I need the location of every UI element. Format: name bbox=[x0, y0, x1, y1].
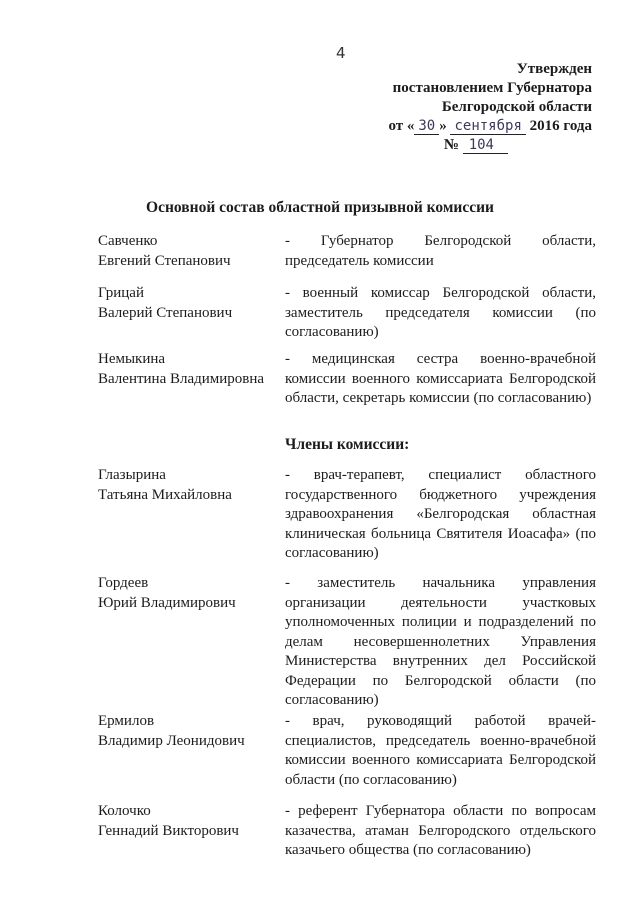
member-role: - врач, руководящий работой врачей-специалистов, председатель военно-врачебной комиссии военного комиссариата Белгородской области (по согласованию) bbox=[285, 713, 596, 788]
member-name bbox=[98, 232, 278, 271]
approval-date bbox=[360, 117, 592, 136]
member-given-names: Геннадий Викторович bbox=[98, 822, 239, 839]
member-name bbox=[98, 574, 278, 613]
approval-line-approved: Утвержден bbox=[516, 61, 592, 77]
member-given-names: Юрий Владимирович bbox=[98, 594, 236, 611]
decree-number: 104 bbox=[463, 137, 508, 154]
date-month: сентября bbox=[450, 118, 525, 135]
members-heading: Члены комиссии: bbox=[285, 436, 410, 453]
member-surname: Гордеев bbox=[98, 575, 149, 591]
date-mid: » bbox=[439, 118, 447, 134]
member-role: - врач-терапевт, специалист областного государственного бюджетного учреждения здравоохранения «Белгородская областная клиническая больница Святителя Иоасафа» (по согласованию) bbox=[285, 467, 596, 561]
approval-line-decree: постановлением Губернатора bbox=[392, 80, 592, 96]
member-given-names: Владимир Леонидович bbox=[98, 732, 245, 749]
member-name bbox=[98, 466, 278, 505]
approval-stamp bbox=[360, 60, 592, 155]
member-surname: Грицай bbox=[98, 285, 144, 301]
member-given-names: Евгений Степанович bbox=[98, 252, 231, 269]
page-number: 4 bbox=[336, 44, 346, 62]
member-given-names: Валерий Степанович bbox=[98, 304, 233, 321]
member-surname: Колочко bbox=[98, 803, 151, 819]
date-day: 30 bbox=[414, 118, 439, 135]
member-surname: Глазырина bbox=[98, 467, 166, 483]
member-name bbox=[98, 712, 278, 751]
member-role: - военный комиссар Белгородской области, заместитель председателя комиссии (по согласованию) bbox=[285, 285, 596, 340]
number-prefix: № bbox=[443, 137, 459, 153]
member-surname: Немыкина bbox=[98, 351, 166, 367]
member-surname: Ермилов bbox=[98, 713, 155, 729]
approval-number bbox=[360, 136, 592, 155]
document-title: Основной состав областной призывной комиссии bbox=[146, 199, 494, 216]
member-role: - референт Губернатора области по вопросам казачества, атаман Белгородского отдельского казачьего общества (по согласованию) bbox=[285, 803, 596, 858]
member-name bbox=[98, 802, 278, 841]
date-year: 2016 года bbox=[529, 118, 592, 134]
member-role: - заместитель начальника управления организации деятельности участковых уполномоченных полиции и подразделений по делам несовершеннолетних Управления Министерства внутренних дел Российской Федерации по Белгородской области (по согласованию) bbox=[285, 575, 596, 708]
approval-line-region: Белгородской области bbox=[441, 99, 592, 115]
member-name bbox=[98, 350, 278, 389]
member-surname: Савченко bbox=[98, 233, 158, 249]
member-given-names: Татьяна Михайловна bbox=[98, 486, 232, 503]
member-role: - Губернатор Белгородской области, председатель комиссии bbox=[285, 233, 596, 269]
member-name bbox=[98, 284, 278, 323]
date-prefix: от « bbox=[388, 118, 415, 134]
member-role: - медицинская сестра военно-врачебной комиссии военного комиссариата Белгородской области, секретарь комиссии (по согласованию) bbox=[285, 351, 596, 406]
member-given-names: Валентина Владимировна bbox=[98, 370, 265, 387]
